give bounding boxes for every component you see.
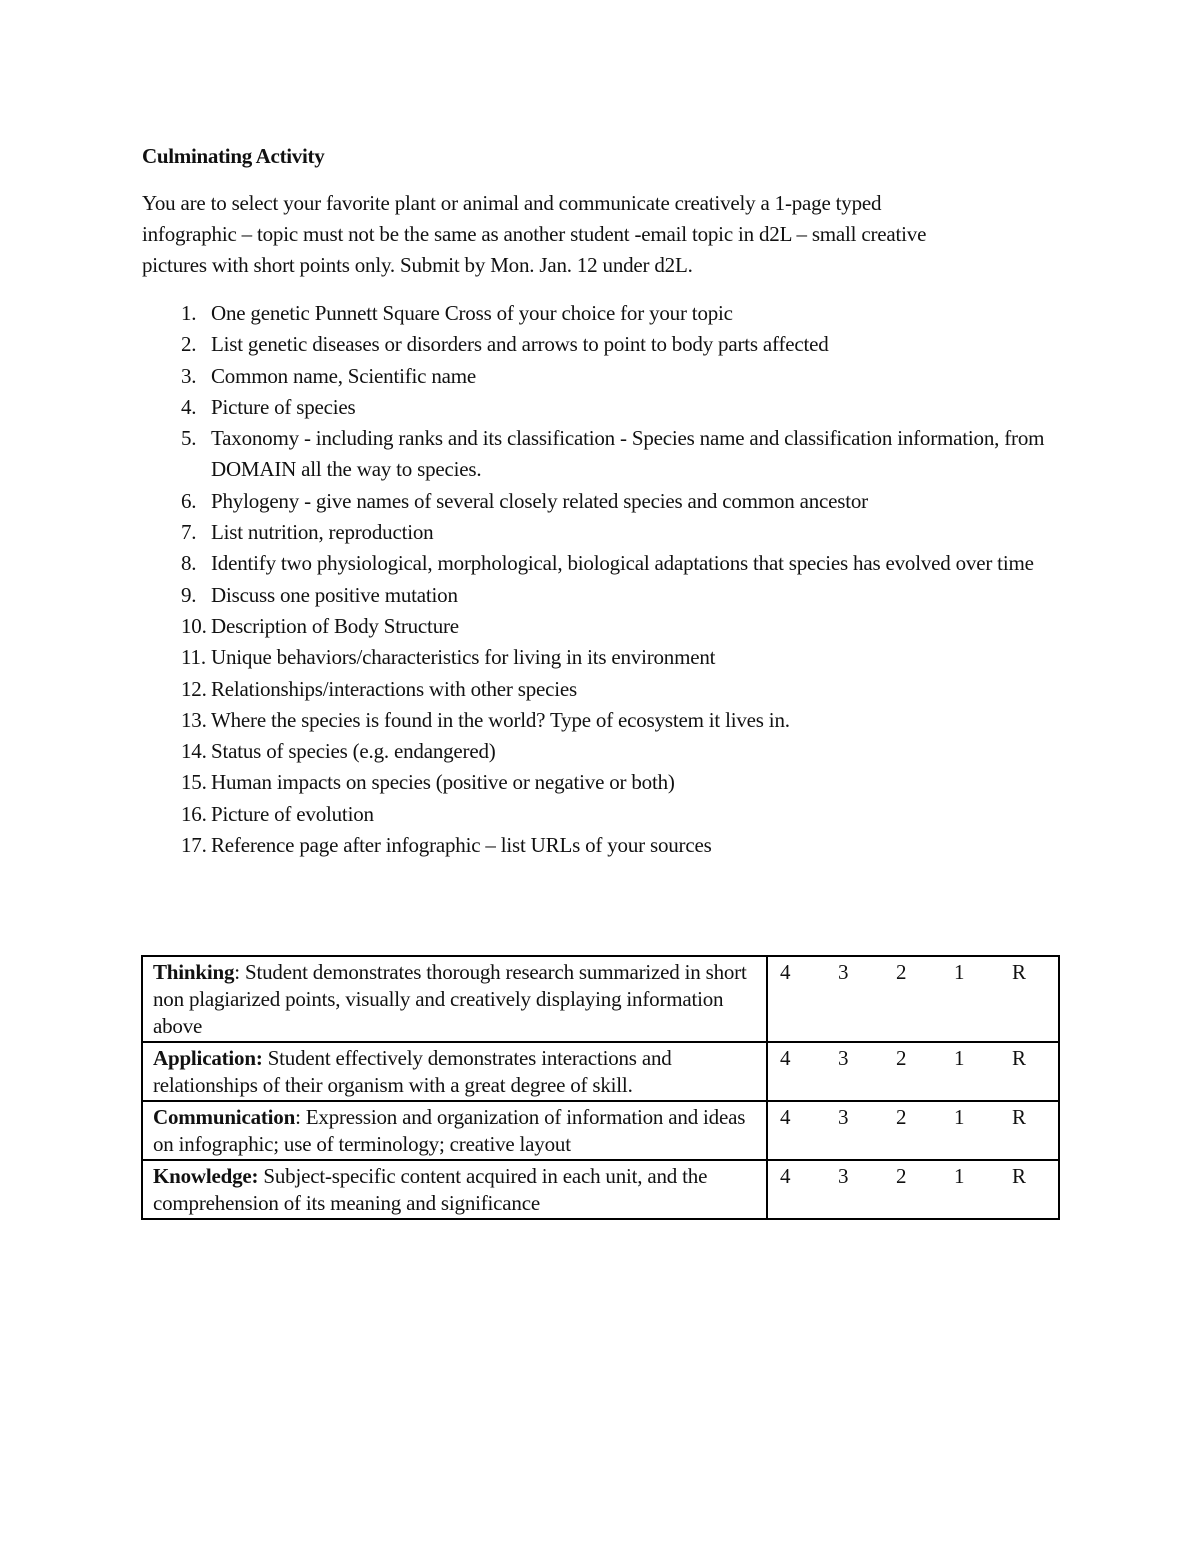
list-number: 6. [181, 488, 197, 513]
list-item-text: Picture of evolution [211, 801, 374, 826]
score-level: R [1012, 1105, 1026, 1129]
list-item-text: Discuss one positive mutation [211, 582, 458, 607]
rubric-criterion-cell [142, 1042, 767, 1101]
list-number: 16. [181, 801, 207, 826]
list-item [142, 705, 1062, 736]
score-level: 3 [838, 960, 849, 984]
score-level: 3 [838, 1164, 849, 1188]
list-item-text: Taxonomy - including ranks and its classification - Species name and classification information, from DOMAIN all the way to species. [211, 426, 1045, 482]
criterion-description: Subject-specific content acquired in each unit, and the comprehension of its meaning and significance [153, 1164, 708, 1215]
list-number: 17. [181, 833, 207, 858]
page-title: Culminating Activity [142, 144, 325, 168]
rubric-scores-cell [767, 1160, 1059, 1219]
list-item-text: Status of species (e.g. endangered) [211, 739, 496, 764]
list-item-text: List nutrition, reproduction [211, 520, 434, 545]
list-item-text: Unique behaviors/characteristics for living in its environment [211, 645, 716, 670]
criterion-description: Expression and organization of information and ideas on infographic; use of terminology; creative layout [153, 1105, 746, 1156]
list-item [142, 298, 1062, 329]
criterion-separator: : [295, 1105, 306, 1129]
list-item [142, 799, 1062, 830]
list-item [142, 611, 1062, 642]
requirements-list [142, 298, 1062, 861]
score-level: 1 [954, 1046, 965, 1070]
score-level: 4 [780, 1046, 791, 1070]
score-level: R [1012, 1046, 1026, 1070]
list-number: 1. [181, 301, 197, 325]
score-level: 1 [954, 1105, 965, 1129]
score-level: 2 [896, 1164, 907, 1188]
list-item-text: Identify two physiological, morphological, biological adaptations that species has evolved over time [211, 551, 1034, 576]
score-level: 4 [780, 960, 791, 984]
list-number: 5. [181, 426, 197, 451]
list-item-text: Description of Body Structure [211, 613, 459, 638]
list-item-text: Human impacts on species (positive or negative or both) [211, 770, 675, 795]
score-level: 4 [780, 1105, 791, 1129]
intro-line: You are to select your favorite plant or animal and communicate creatively a 1-page typed [142, 191, 882, 215]
list-item-text: Phylogeny - give names of several closely related species and common ancestor [211, 488, 868, 513]
list-item [142, 486, 1062, 517]
list-item [142, 329, 1062, 360]
list-item [142, 642, 1062, 673]
table-row [142, 1160, 1059, 1219]
list-item-text: One genetic Punnett Square Cross of your choice for your topic [211, 301, 733, 325]
criterion-description: Student demonstrates thorough research summarized in short non plagiarized points, visually and creatively displaying information above [153, 960, 747, 1038]
score-level: R [1012, 960, 1026, 984]
list-number: 15. [181, 770, 207, 795]
list-item [142, 548, 1062, 579]
list-number: 2. [181, 332, 197, 357]
rubric-criterion-cell [142, 1101, 767, 1160]
list-item [142, 517, 1062, 548]
list-item [142, 736, 1062, 767]
criterion-description: Student effectively demonstrates interactions and relationships of their organism with a great degree of skill. [153, 1046, 672, 1097]
list-number: 4. [181, 394, 197, 419]
score-level: 2 [896, 1046, 907, 1070]
list-item [142, 392, 1062, 423]
list-item-text: Where the species is found in the world? Type of ecosystem it lives in. [211, 707, 790, 732]
score-level: 2 [896, 960, 907, 984]
list-number: 8. [181, 551, 197, 576]
intro-paragraph [142, 188, 1062, 281]
score-level: 2 [896, 1105, 907, 1129]
list-item-text: Relationships/interactions with other species [211, 676, 578, 701]
table-row [142, 1101, 1059, 1160]
list-item [142, 830, 1062, 861]
intro-line: pictures with short points only. Submit by Mon. Jan. 12 under d2L. [142, 253, 693, 277]
criterion-label: Application: [153, 1046, 263, 1070]
rubric-criterion-cell [142, 956, 767, 1042]
rubric-table [141, 955, 1060, 1220]
criterion-label: Knowledge: [153, 1164, 259, 1188]
list-item-text: Common name, Scientific name [211, 363, 477, 388]
table-row [142, 956, 1059, 1042]
score-level: 4 [780, 1164, 791, 1188]
table-row [142, 1042, 1059, 1101]
list-item [142, 767, 1062, 798]
rubric-scores-cell [767, 1101, 1059, 1160]
list-number: 9. [181, 582, 197, 607]
list-number: 7. [181, 520, 197, 545]
rubric-scores-cell [767, 956, 1059, 1042]
list-item-text: List genetic diseases or disorders and arrows to point to body parts affected [211, 332, 829, 357]
list-item [142, 423, 1062, 486]
score-level: 3 [838, 1105, 849, 1129]
list-number: 11. [181, 645, 206, 670]
list-item-text: Reference page after infographic – list URLs of your sources [211, 833, 712, 858]
score-level: 3 [838, 1046, 849, 1070]
criterion-label: Thinking [153, 960, 235, 984]
score-level: 1 [954, 1164, 965, 1188]
list-item [142, 361, 1062, 392]
list-item-text: Picture of species [211, 394, 356, 419]
list-number: 12. [181, 676, 207, 701]
list-number: 13. [181, 707, 207, 732]
score-level: R [1012, 1164, 1026, 1188]
list-item [142, 674, 1062, 705]
criterion-label: Communication [153, 1105, 296, 1129]
intro-line: infographic – topic must not be the same as another student -email topic in d2L – small creative [142, 222, 927, 246]
list-number: 14. [181, 739, 207, 764]
rubric-scores-cell [767, 1042, 1059, 1101]
list-item [142, 580, 1062, 611]
list-number: 10. [181, 613, 207, 638]
list-number: 3. [181, 363, 197, 388]
rubric-criterion-cell [142, 1160, 767, 1219]
score-level: 1 [954, 960, 965, 984]
criterion-separator: : [234, 960, 245, 984]
